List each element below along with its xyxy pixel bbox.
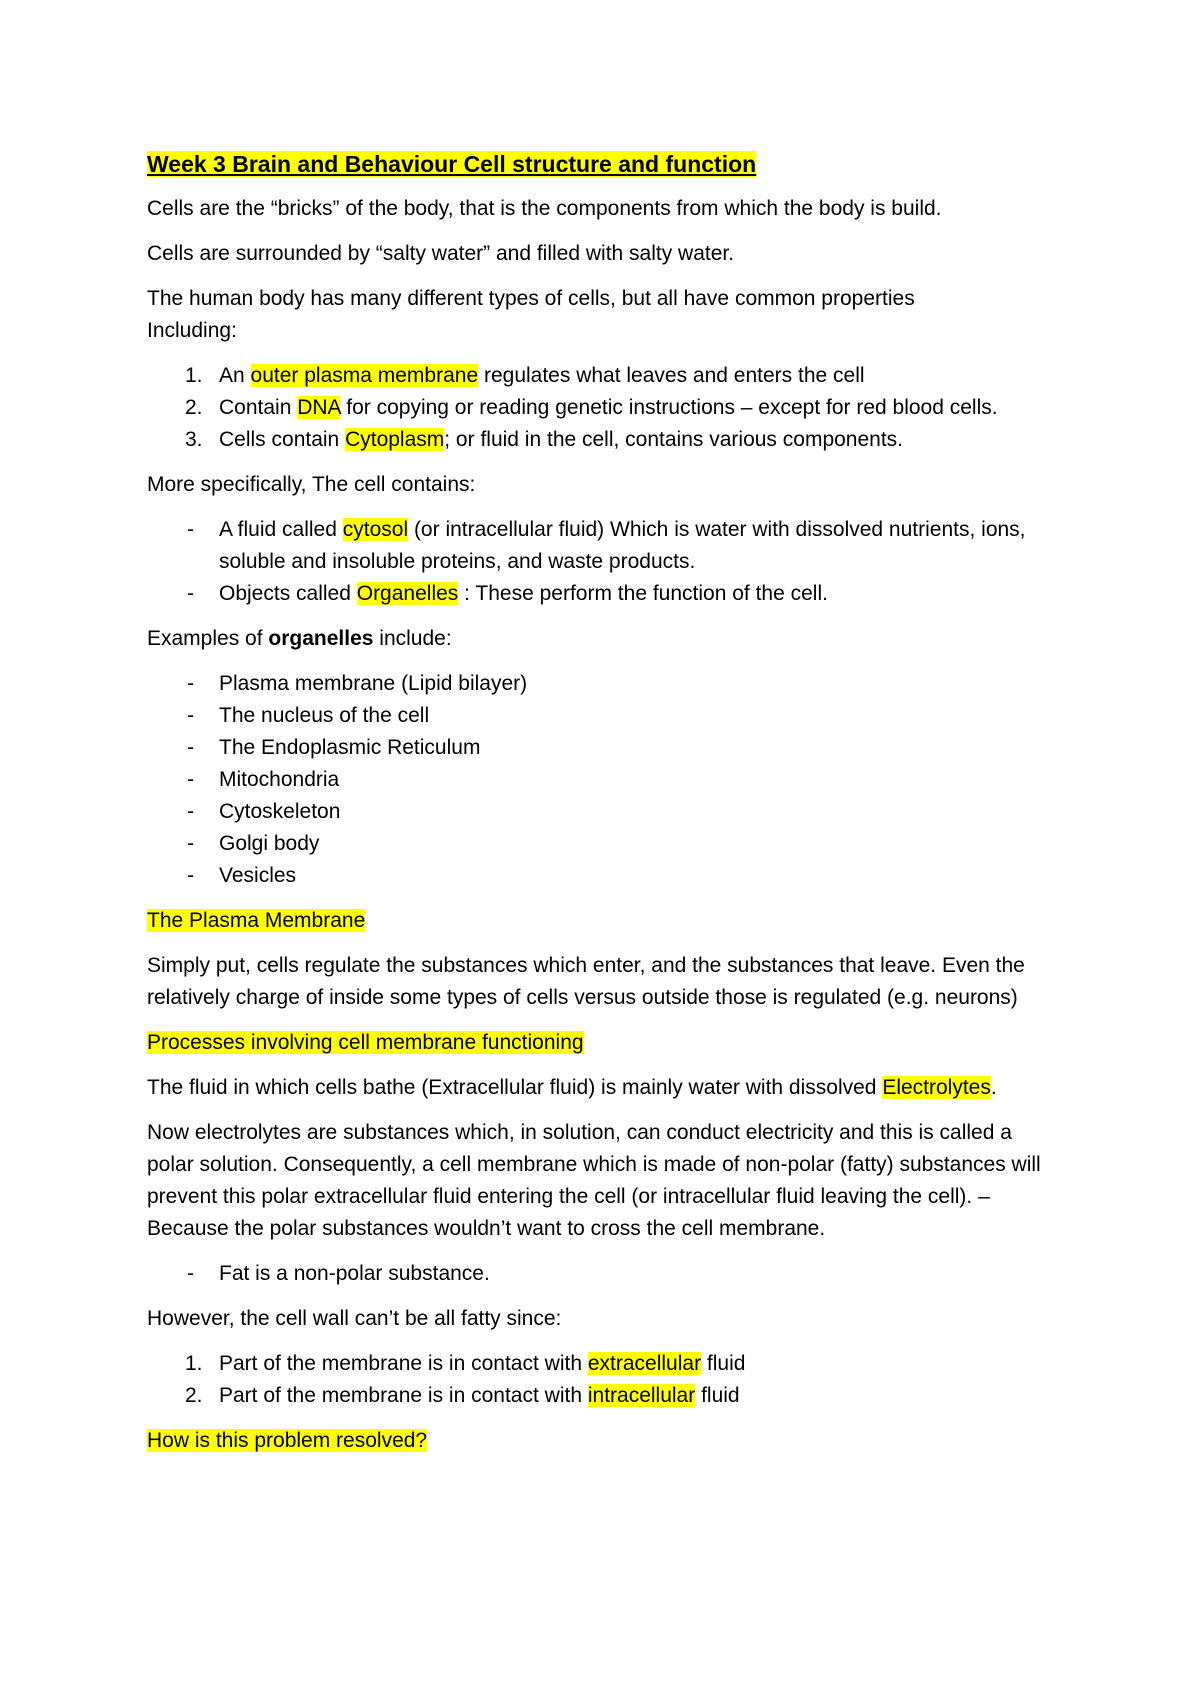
- highlighted-term: extracellular: [587, 1352, 702, 1375]
- list-item: - Plasma membrane (Lipid bilayer): [147, 668, 1050, 700]
- list-dash: -: [187, 832, 194, 855]
- highlighted-term: DNA: [297, 396, 341, 419]
- section-heading-processes: Processes involving cell membrane functioning: [147, 1031, 584, 1054]
- list-dash: -: [187, 800, 194, 823]
- paragraph-cell-types: [147, 283, 1050, 347]
- paragraph-cell-types-line1: The human body has many different types of cells, but all have common properties: [147, 287, 915, 310]
- list-number: 3.: [185, 428, 203, 451]
- paragraph-cell-wall: However, the cell wall can’t be all fatty since:: [147, 1307, 562, 1330]
- paragraph-extracellular-fluid: The fluid in which cells bathe (Extracellular fluid) is mainly water with dissolved Electrolytes.: [147, 1076, 997, 1099]
- list-item: - Fat is a non-polar substance.: [147, 1258, 1050, 1290]
- highlighted-term: cytosol: [342, 518, 409, 541]
- paragraph-electrolytes: Now electrolytes are substances which, in solution, can conduct electricity and this is called a polar solution. Consequently, a cell membrane which is made of non-polar (fatty) substances will prevent this polar extracellular fluid entering the cell (or intracellular fluid leaving the cell). – Because the polar substances wouldn’t want to cross the cell membrane.: [147, 1121, 1041, 1240]
- list-item: - The nucleus of the cell: [147, 700, 1050, 732]
- list-item: 2. Part of the membrane is in contact with intracellular fluid: [147, 1380, 1050, 1412]
- paragraph-cell-types-line2: Including:: [147, 319, 237, 342]
- list-item: 2. Contain DNA for copying or reading genetic instructions – except for red blood cells.: [147, 392, 1050, 424]
- list-number: 1.: [185, 364, 203, 387]
- list-number: 1.: [185, 1352, 203, 1375]
- list-dash: -: [187, 518, 194, 541]
- list-dash: -: [187, 582, 194, 605]
- fat-list: [147, 1258, 1050, 1290]
- section-heading-problem: How is this problem resolved?: [147, 1429, 428, 1452]
- bold-term: organelles: [268, 627, 374, 650]
- list-item: - Objects called Organelles : These perform the function of the cell.: [147, 578, 1050, 610]
- paragraph-salty-water: Cells are surrounded by “salty water” and filled with salty water.: [147, 242, 735, 265]
- document-title: Week 3 Brain and Behaviour Cell structure and function: [147, 151, 757, 177]
- paragraph-regulation: Simply put, cells regulate the substances which enter, and the substances that leave. Even the relatively charge of inside some types of cells versus outside those is regulated (e.g. neurons): [147, 954, 1025, 1009]
- list-item: - Cytoskeleton: [147, 796, 1050, 828]
- list-dash: -: [187, 864, 194, 887]
- membrane-contact-list: [147, 1348, 1050, 1412]
- list-item: 1. Part of the membrane is in contact with extracellular fluid: [147, 1348, 1050, 1380]
- highlighted-term: Electrolytes: [882, 1076, 991, 1099]
- common-properties-list: [147, 360, 1050, 456]
- organelles-list: [147, 668, 1050, 892]
- list-item: - Vesicles: [147, 860, 1050, 892]
- list-dash: -: [187, 736, 194, 759]
- highlighted-term: intracellular: [587, 1384, 696, 1407]
- list-dash: -: [187, 672, 194, 695]
- list-dash: -: [187, 768, 194, 791]
- paragraph-cell-contains: More specifically, The cell contains:: [147, 473, 476, 496]
- list-item: - The Endoplasmic Reticulum: [147, 732, 1050, 764]
- paragraph-bricks: Cells are the “bricks” of the body, that is the components from which the body is build.: [147, 197, 942, 220]
- list-item: - A fluid called cytosol (or intracellular fluid) Which is water with dissolved nutrients, ions, soluble and insoluble proteins, and waste products.: [147, 514, 1050, 578]
- list-item: - Mitochondria: [147, 764, 1050, 796]
- highlighted-term: outer plasma membrane: [250, 364, 479, 387]
- list-number: 2.: [185, 396, 203, 419]
- cell-contents-list: [147, 514, 1050, 610]
- list-dash: -: [187, 1262, 194, 1285]
- list-number: 2.: [185, 1384, 203, 1407]
- highlighted-term: Organelles: [356, 582, 459, 605]
- highlighted-term: Cytoplasm: [345, 428, 445, 451]
- list-item: 1. An outer plasma membrane regulates what leaves and enters the cell: [147, 360, 1050, 392]
- list-item: - Golgi body: [147, 828, 1050, 860]
- paragraph-organelle-examples: Examples of organelles include:: [147, 627, 452, 650]
- list-item: 3. Cells contain Cytoplasm; or fluid in the cell, contains various components.: [147, 424, 1050, 456]
- section-heading-plasma-membrane: The Plasma Membrane: [147, 909, 366, 932]
- list-dash: -: [187, 704, 194, 727]
